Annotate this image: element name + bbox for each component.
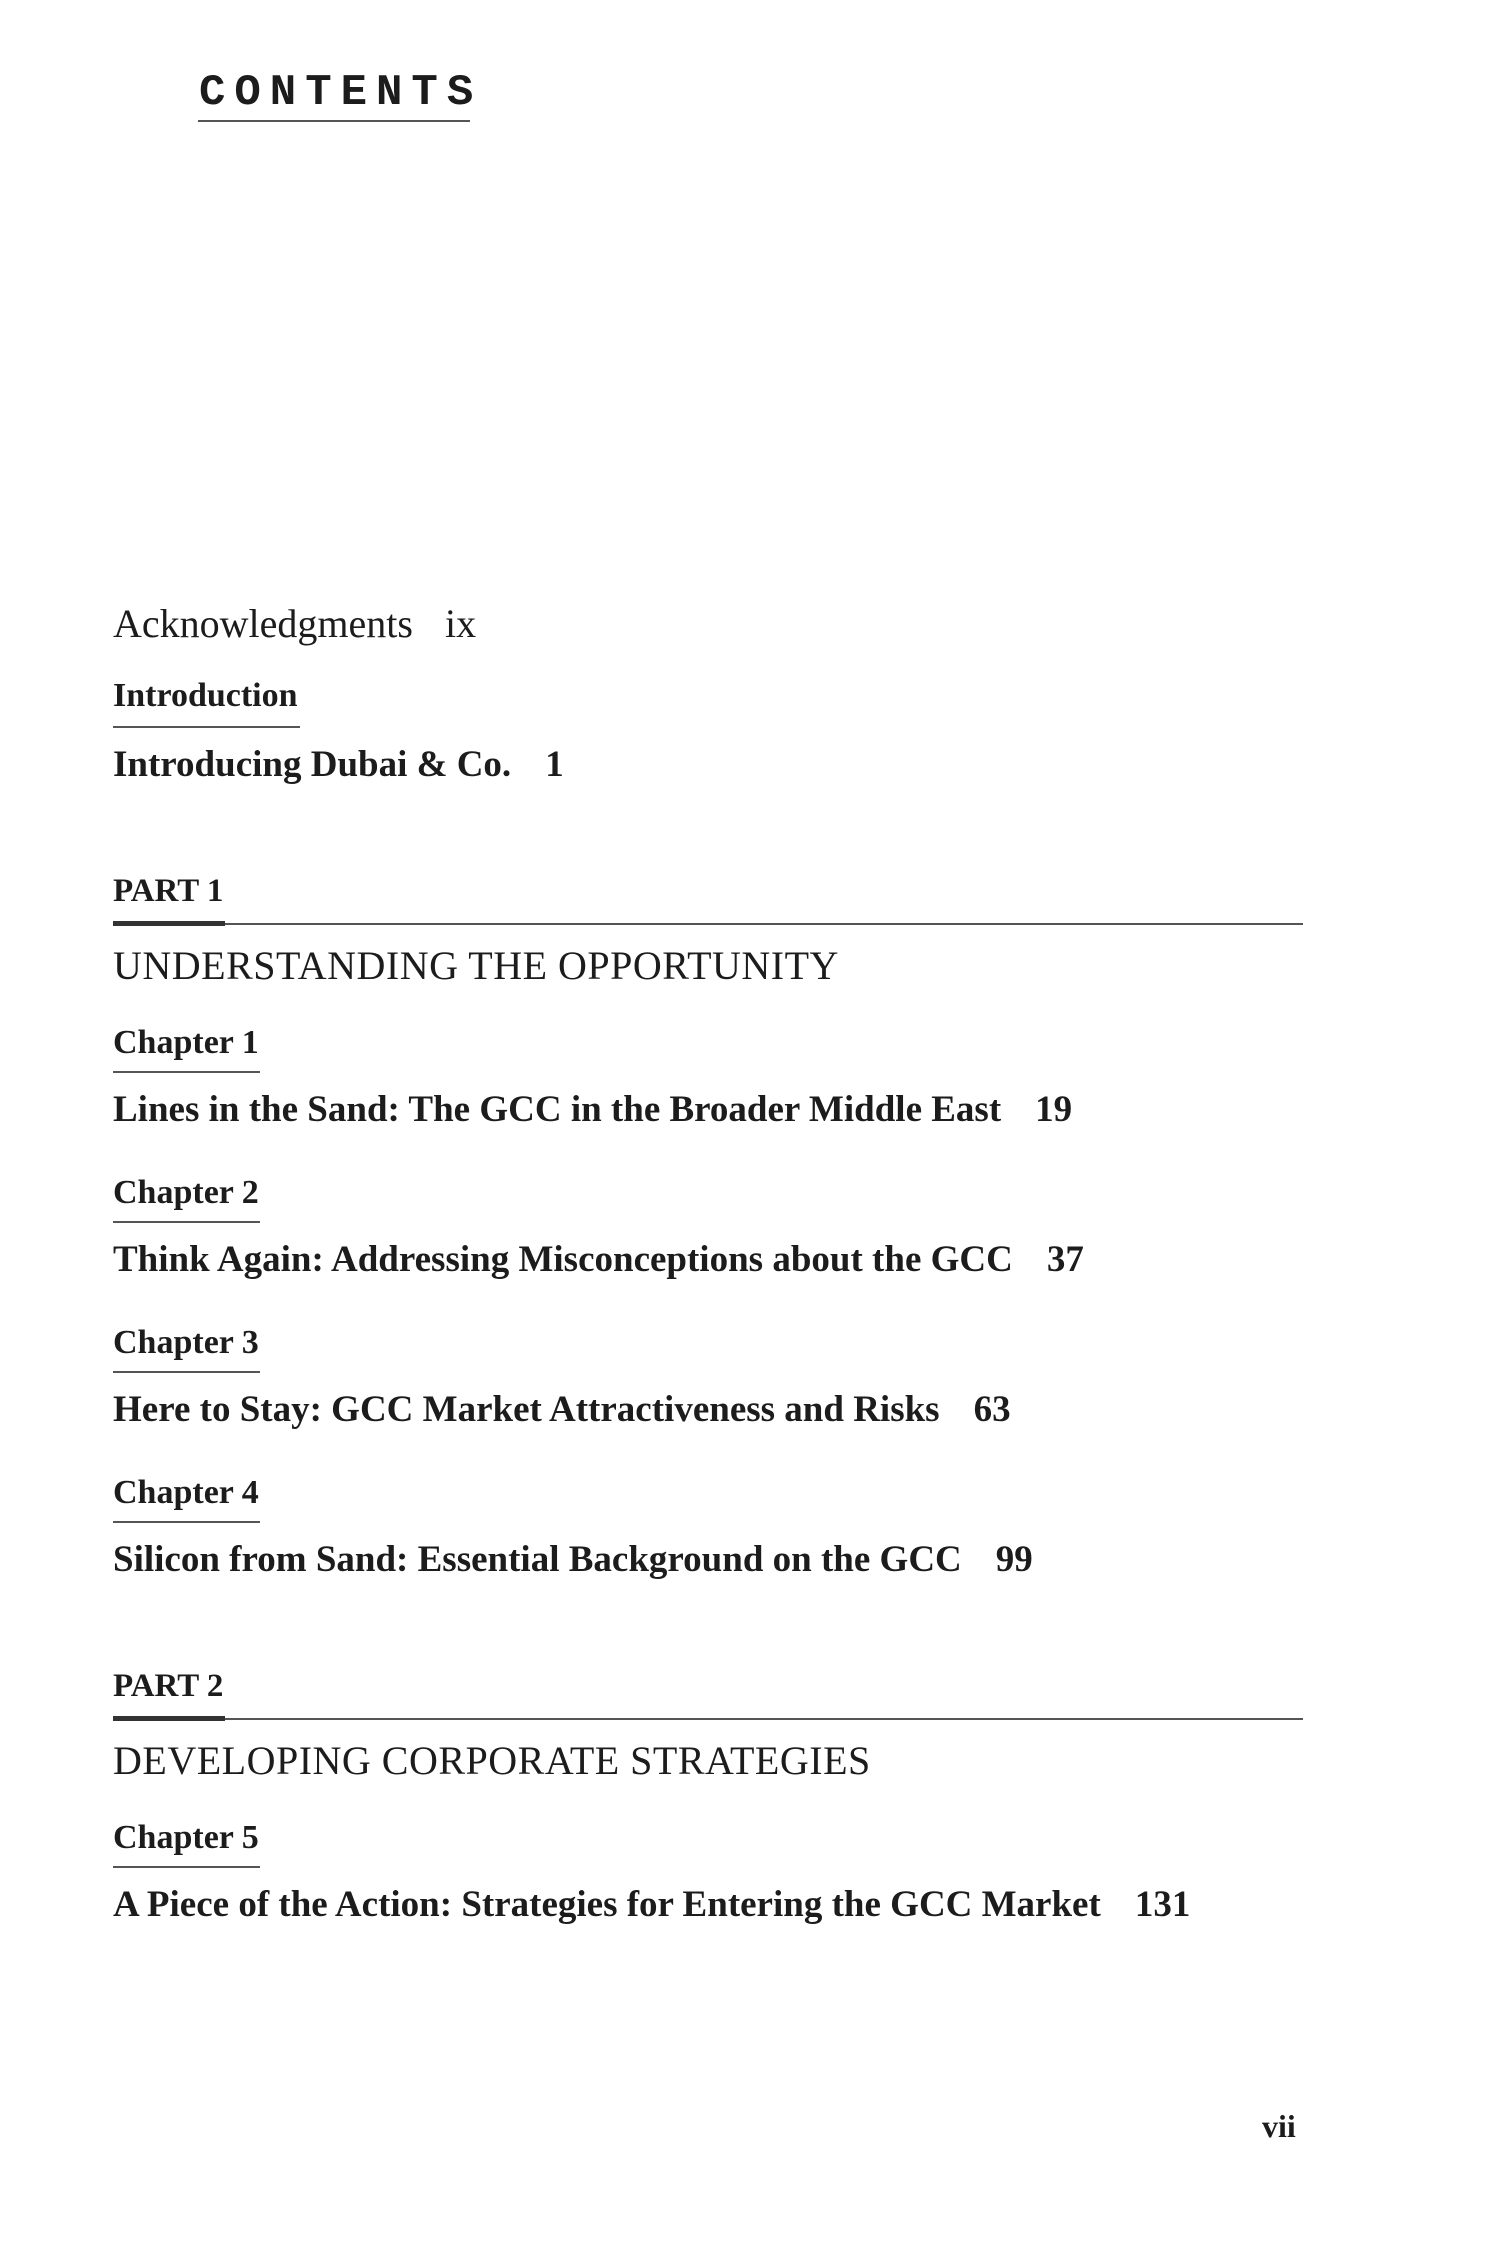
chapter-1-underline — [113, 1071, 260, 1073]
chapter-1-page: 19 — [1035, 1089, 1073, 1130]
chapter-4-underline — [113, 1521, 260, 1523]
introduction-entry — [113, 743, 564, 786]
acknowledgments-title: Acknowledgments — [113, 601, 413, 646]
chapter-1-entry — [113, 1088, 1072, 1131]
chapter-2-underline — [113, 1221, 260, 1223]
chapter-1-label: Chapter 1 — [113, 1024, 259, 1061]
introduction-label: Introduction — [113, 677, 298, 714]
part-2-title: DEVELOPING CORPORATE STRATEGIES — [113, 1738, 871, 1783]
chapter-3-label: Chapter 3 — [113, 1324, 259, 1361]
chapter-2-label: Chapter 2 — [113, 1174, 259, 1211]
part-1-rule — [113, 923, 1303, 925]
acknowledgments-page: ix — [444, 601, 477, 646]
chapter-3-page: 63 — [973, 1389, 1011, 1430]
heading-underline — [198, 120, 470, 122]
page-number: vii — [1262, 2108, 1296, 2144]
part-2-label: PART 2 — [113, 1668, 224, 1704]
introduction-underline — [113, 726, 300, 728]
chapter-5-label: Chapter 5 — [113, 1819, 259, 1856]
chapter-2-title: Think Again: Addressing Misconceptions about the GCC — [113, 1239, 1013, 1280]
chapter-3-underline — [113, 1371, 260, 1373]
introduction-page: 1 — [545, 744, 564, 785]
introduction-title: Introducing Dubai & Co. — [113, 744, 512, 785]
chapter-1-title: Lines in the Sand: The GCC in the Broader Middle East — [113, 1089, 1002, 1130]
part-1-rule-accent — [113, 921, 225, 926]
chapter-5-entry — [113, 1883, 1190, 1926]
chapter-5-title: A Piece of the Action: Strategies for Entering the GCC Market — [113, 1884, 1101, 1925]
chapter-4-label: Chapter 4 — [113, 1474, 259, 1511]
chapter-4-title: Silicon from Sand: Essential Background on the GCC — [113, 1539, 962, 1580]
part-2-rule-accent — [113, 1716, 225, 1721]
chapter-3-title: Here to Stay: GCC Market Attractiveness and Risks — [113, 1389, 940, 1430]
chapter-3-entry — [113, 1388, 1011, 1431]
part-2-rule — [113, 1718, 1303, 1720]
chapter-5-page: 131 — [1134, 1884, 1191, 1925]
part-1-label: PART 1 — [113, 873, 224, 909]
part-1-title: UNDERSTANDING THE OPPORTUNITY — [113, 943, 839, 988]
acknowledgments-entry — [113, 600, 476, 647]
chapter-4-entry — [113, 1538, 1033, 1581]
contents-heading: CONTENTS — [199, 68, 483, 118]
chapter-4-page: 99 — [995, 1539, 1033, 1580]
chapter-5-underline — [113, 1866, 260, 1868]
chapter-2-page: 37 — [1046, 1239, 1084, 1280]
chapter-2-entry — [113, 1238, 1084, 1281]
